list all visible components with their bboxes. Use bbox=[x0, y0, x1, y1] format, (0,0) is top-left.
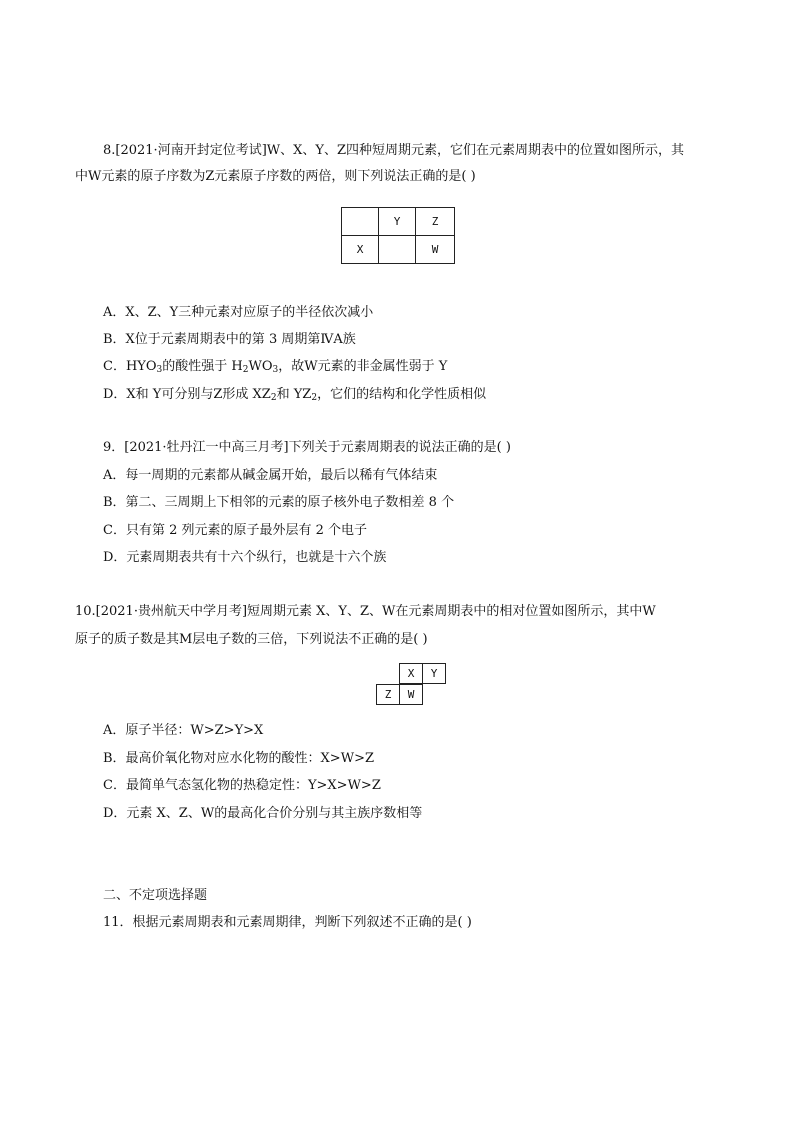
q11-stem: 11．根据元素周期表和元素周期律，判断下列叙述不正确的是( ) bbox=[103, 915, 472, 930]
q9-option-a: A．每一周期的元素都从碱金属开始，最后以稀有气体结束 bbox=[103, 468, 438, 483]
q10-option-c: C．最简单气态氢化物的热稳定性：Y>X>W>Z bbox=[103, 778, 381, 793]
q9-stem: 9．[2021·牡丹江一中高三月考]下列关于元素周期表的说法正确的是( ) bbox=[103, 440, 511, 455]
q8-stem-line2: 中W元素的原子序数为Z元素原子序数的两倍，则下列说法正确的是( ) bbox=[75, 169, 476, 184]
q9-option-c: C．只有第 2 列元素的原子最外层有 2 个电子 bbox=[103, 523, 368, 538]
section-heading: 二、不定项选择题 bbox=[103, 888, 208, 903]
q10-cell-z: Z bbox=[376, 684, 400, 705]
q10-cell-y: Y bbox=[422, 663, 446, 684]
q8-option-c: C．$HYO_3$的酸性强于 $H_2WO_3$，故W元素的非金属性弱于 Y bbox=[103, 359, 448, 375]
q8-option-d: D．X和 Y可分别与Z形成 $XZ_2$和 $YZ_2$，它们的结构和化学性质相似 bbox=[103, 387, 487, 403]
q8-grid-cell: W bbox=[416, 236, 455, 264]
q10-cell-w: W bbox=[399, 684, 423, 705]
q9-option-d: D．元素周期表共有十六个纵行，也就是十六个族 bbox=[103, 550, 387, 565]
q8-grid-cell: Y bbox=[379, 208, 416, 236]
q10-stem-line2: 原子的质子数是其M层电子数的三倍，下列说法不正确的是( ) bbox=[75, 632, 428, 647]
q8-grid-cell bbox=[379, 236, 416, 264]
q10-option-a: A．原子半径：W>Z>Y>X bbox=[103, 723, 264, 738]
q8-grid-cell bbox=[342, 208, 379, 236]
q8-stem-line1: 8.[2021·河南开封定位考试]W、X、Y、Z四种短周期元素，它们在元素周期表中的位置如图所示，其 bbox=[103, 143, 684, 158]
q10-option-d: D．元素 X、Z、W的最高化合价分别与其主族序数相等 bbox=[103, 806, 423, 821]
q10-cell-x: X bbox=[399, 663, 423, 684]
q8-periodic-grid bbox=[341, 207, 455, 264]
q10-stem-line1: 10.[2021·贵州航天中学月考]短周期元素 X、Y、Z、W在元素周期表中的相对位置如图所示，其中W bbox=[75, 604, 656, 619]
q10-option-b: B．最高价氧化物对应水化物的酸性：X>W>Z bbox=[103, 751, 374, 766]
q9-option-b: B．第二、三周期上下相邻的元素的原子核外电子数相差 8 个 bbox=[103, 495, 455, 510]
q8-option-a: A．X、Z、Y三种元素对应原子的半径依次减小 bbox=[103, 305, 374, 320]
q8-grid-cell: Z bbox=[416, 208, 455, 236]
q8-grid-cell: X bbox=[342, 236, 379, 264]
q8-option-b: B．X位于元素周期表中的第 3 周期第ⅣA族 bbox=[103, 332, 356, 347]
